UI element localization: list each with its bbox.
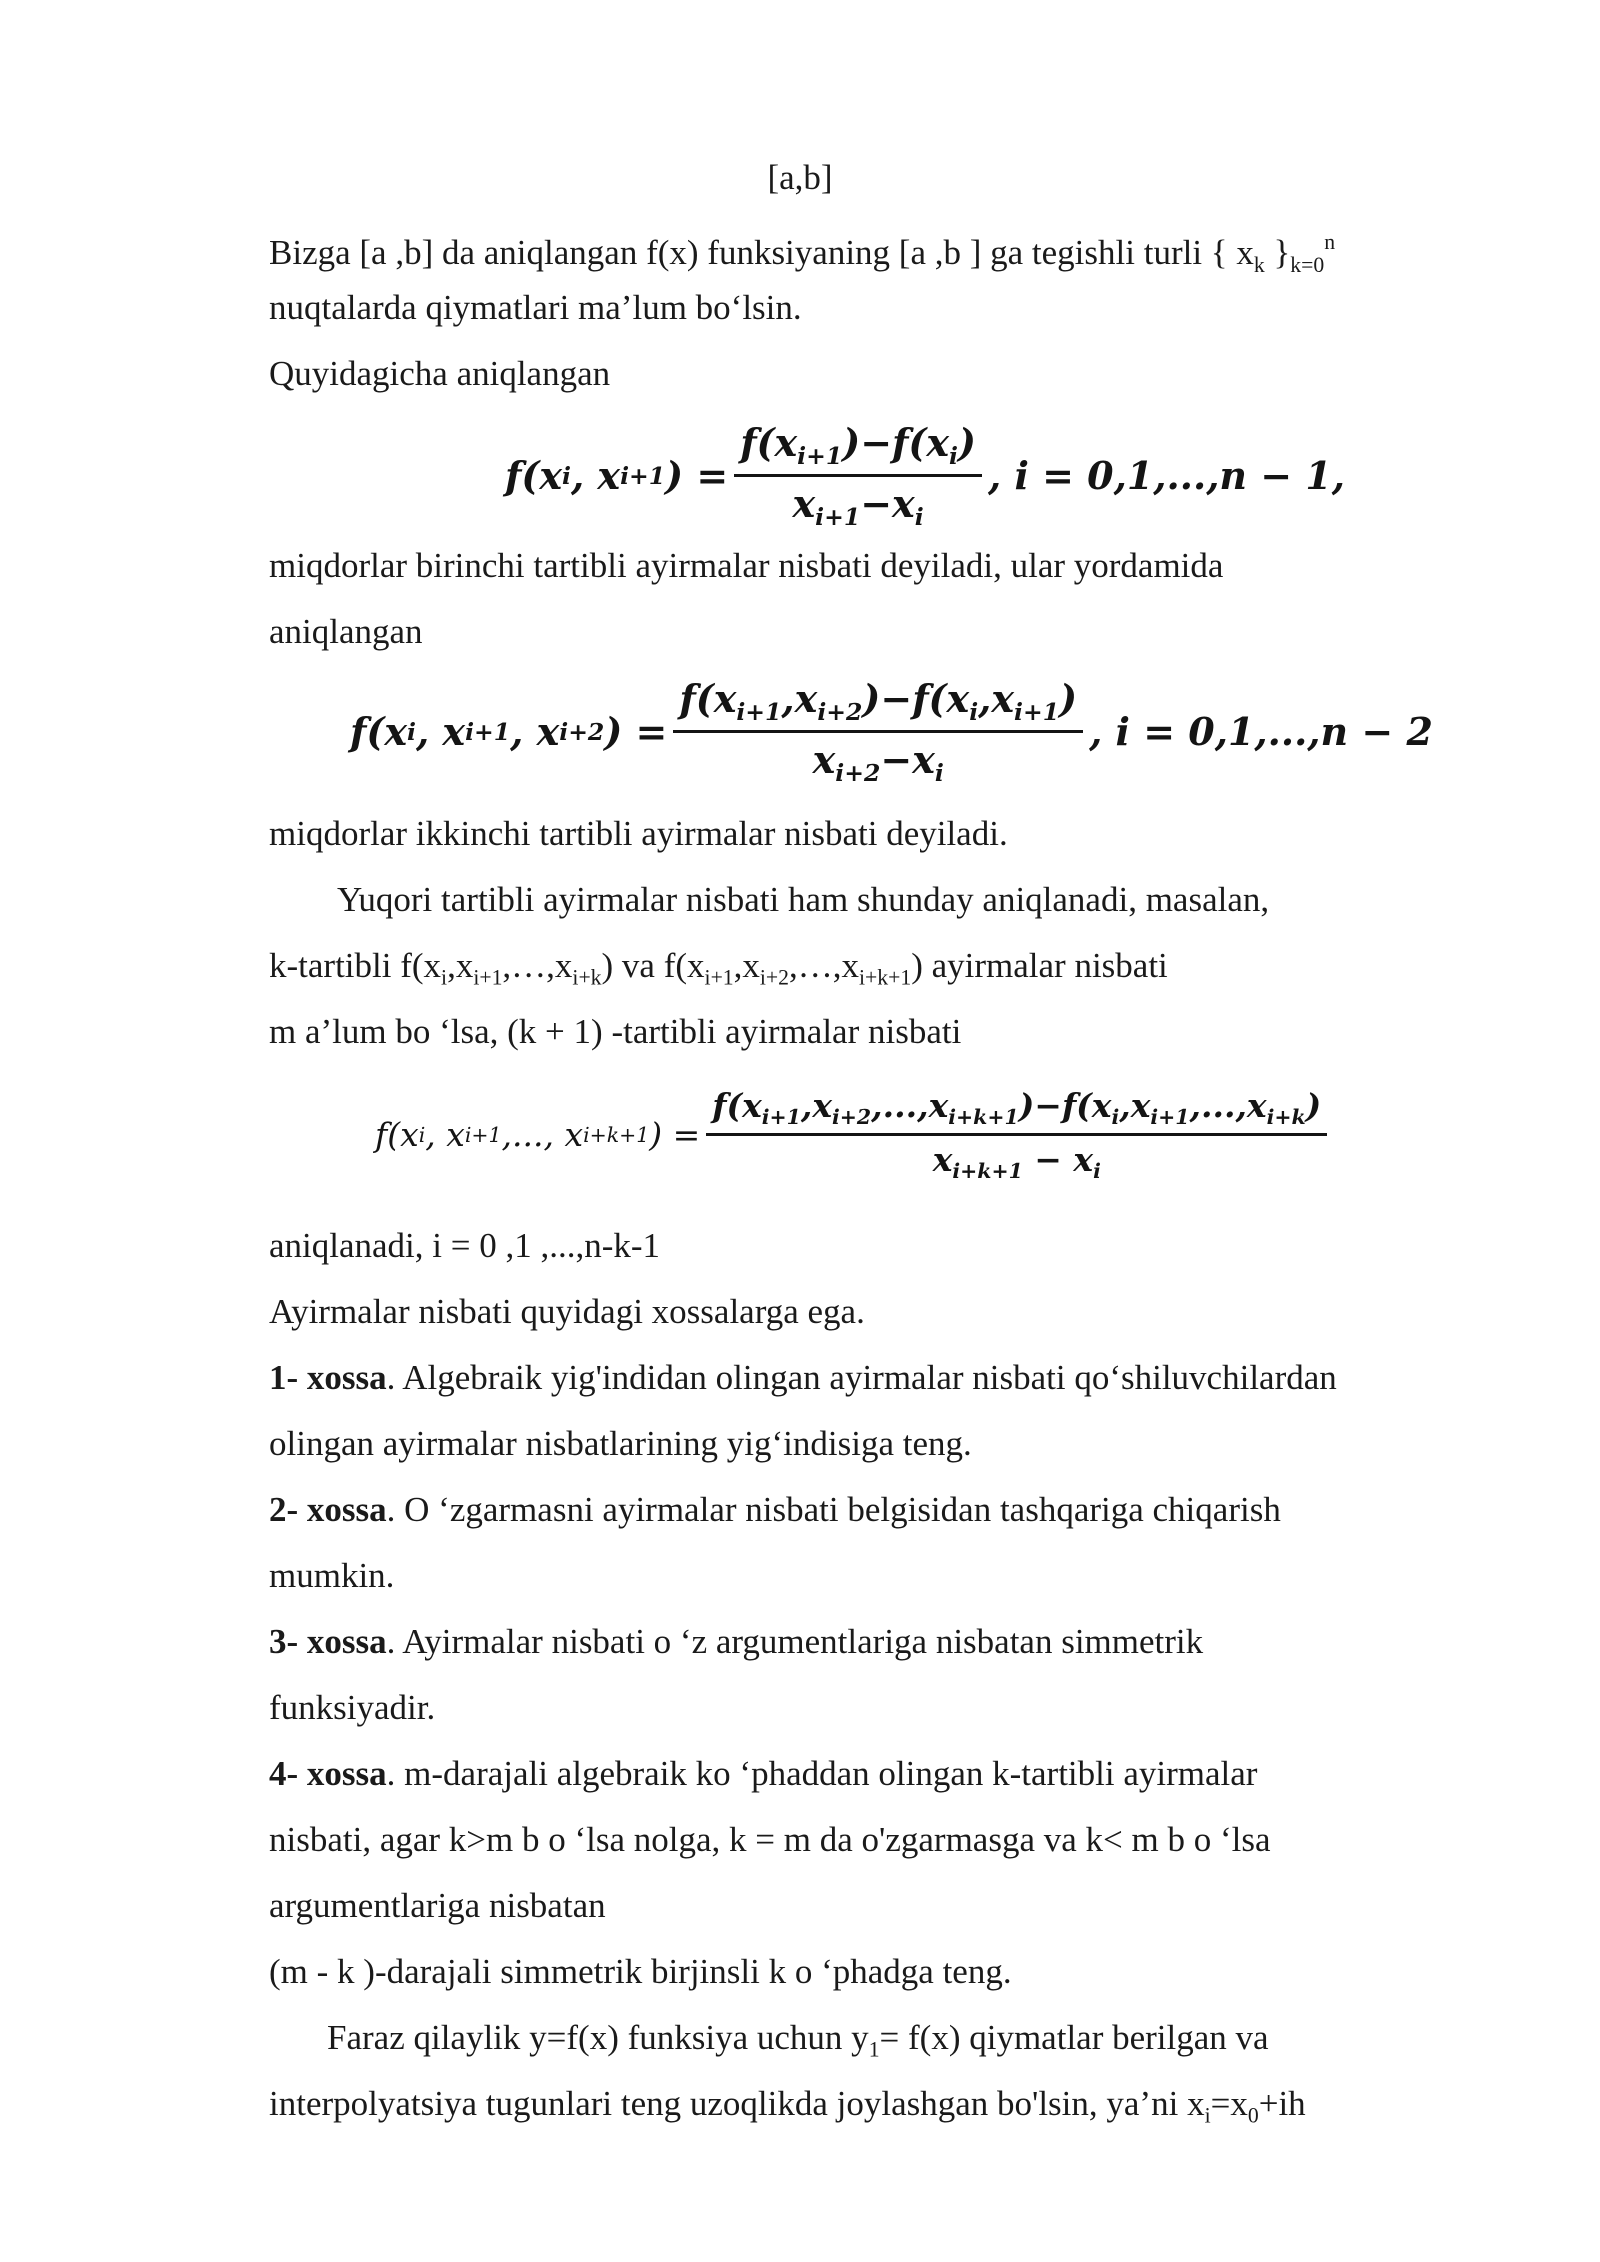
paragraph-line: Ayirmalar nisbati quyidagi xossalarga ega. bbox=[269, 1292, 865, 1331]
property-2: 2- xossa. O ‘zgarmasni ayirmalar nisbati belgisidan tashqariga chiqarish bbox=[269, 1490, 1281, 1529]
paragraph-line: funksiyadir. bbox=[269, 1688, 436, 1727]
paragraph-line: miqdorlar ikkinchi tartibli ayirmalar nisbati deyiladi. bbox=[269, 814, 1008, 853]
interval-heading: [a,b] bbox=[767, 158, 833, 197]
property-1: 1- xossa. Algebraik yig'indidan olingan ayirmalar nisbati qo‘shiluvchilardan bbox=[269, 1358, 1337, 1397]
paragraph-line: argumentlariga nisbatan bbox=[269, 1886, 606, 1925]
paragraph-line: Quyidagicha aniqlangan bbox=[269, 354, 611, 393]
paragraph-line: Bizga [a ,b] da aniqlangan f(x) funksiyaning [a ,b ] ga tegishli turli { $x_k$ }$_{k=0}^n$ bbox=[269, 230, 1336, 277]
fraction: $\frac{f(x_{i+1},x_{i+2})-f(x_i,x_{i+1})}{x_{i+2}-x_i}$ bbox=[673, 676, 1083, 787]
property-3: 3- xossa. Ayirmalar nisbati o ‘z argumentlariga nisbatan simmetrik bbox=[269, 1622, 1204, 1661]
paragraph-line: miqdorlar birinchi tartibli ayirmalar nisbati deyiladi, ular yordamida bbox=[269, 546, 1224, 585]
paragraph-line: Faraz qilaylik y=f(x) funksiya uchun $y_1= f(x)$ qiymatlar berilgan va bbox=[327, 2018, 1269, 2062]
paragraph-line: nisbati, agar k>m b o ‘lsa nolga, k = m da o'zgarmasga va k< m b o ‘lsa bbox=[269, 1820, 1271, 1859]
paragraph-line: aniqlanadi, i = 0 ,1 ,...,n-k-1 bbox=[269, 1226, 661, 1265]
paragraph-line: nuqtalarda qiymatlari ma’lum bo‘lsin. bbox=[269, 288, 802, 327]
fraction: $\frac{f(x_{i+1},x_{i+2},...,x_{i+k+1})-f(x_i,x_{i+1},...,x_{i+k})}{x_{i+k+1} - x_i}$ bbox=[706, 1086, 1327, 1183]
formula-second-order-divided-difference: f(x i , x i+1 , x i+2 ) = $\frac{f(x_{i+1},x_{i+2})-f(x_i,x_{i+1})}{x_{i+2}-x_i}$ , i = 0,1,...,n − 2 bbox=[350, 676, 1433, 788]
paragraph-line: (m - k )-darajali simmetrik birjinsli k o ‘phadga teng. bbox=[269, 1952, 1012, 1991]
paragraph-line: m a’lum bo ‘lsa, (k + 1) -tartibli ayirmalar nisbati bbox=[269, 1012, 962, 1051]
paragraph-line: k-tartibli $f(x_i,x_{i+1},\dots,x_{i+k})$ va $f(x_{i+1},x_{i+2},\dots,x_{i+k+1})$ ayirmalar nisbati bbox=[269, 946, 1168, 990]
property-label: 1- xossa bbox=[269, 1358, 387, 1397]
property-label: 4- xossa bbox=[269, 1754, 387, 1793]
paragraph-line: mumkin. bbox=[269, 1556, 395, 1595]
fraction: $\frac{f(x_{i+1})-f(x_i)}{x_{i+1}-x_i}$ bbox=[734, 420, 982, 531]
paragraph-line: Yuqori tartibli ayirmalar nisbati ham shunday aniqlanadi, masalan, bbox=[337, 880, 1270, 919]
formula-first-order-divided-difference: f(x i , x i+1 ) = $\frac{f(x_{i+1})-f(x_i)}{x_{i+1}-x_i}$ , i = 0,1,...,n − 1, bbox=[505, 420, 1346, 532]
paragraph-line: aniqlangan bbox=[269, 612, 423, 651]
property-label: 2- xossa bbox=[269, 1490, 387, 1529]
paragraph-line: interpolyatsiya tugunlari teng uzoqlikda joylashgan bo'lsin, ya’ni $x_i=x_0+ih$ bbox=[269, 2084, 1306, 2128]
paragraph-line: olingan ayirmalar nisbatlarining yig‘indisiga teng. bbox=[269, 1424, 972, 1463]
property-4: 4- xossa. m-darajali algebraik ko ‘phaddan olingan k-tartibli ayirmalar bbox=[269, 1754, 1258, 1793]
property-label: 3- xossa bbox=[269, 1622, 387, 1661]
formula-higher-order-divided-difference: f(x i , x i+1 ,..., x i+k+1 ) = $\frac{f(x_{i+1},x_{i+2},...,x_{i+k+1})-f(x_i,x_{i+1},...,x_{i+k})}{x_{i+k+1} - x_i}$ bbox=[375, 1086, 1333, 1183]
